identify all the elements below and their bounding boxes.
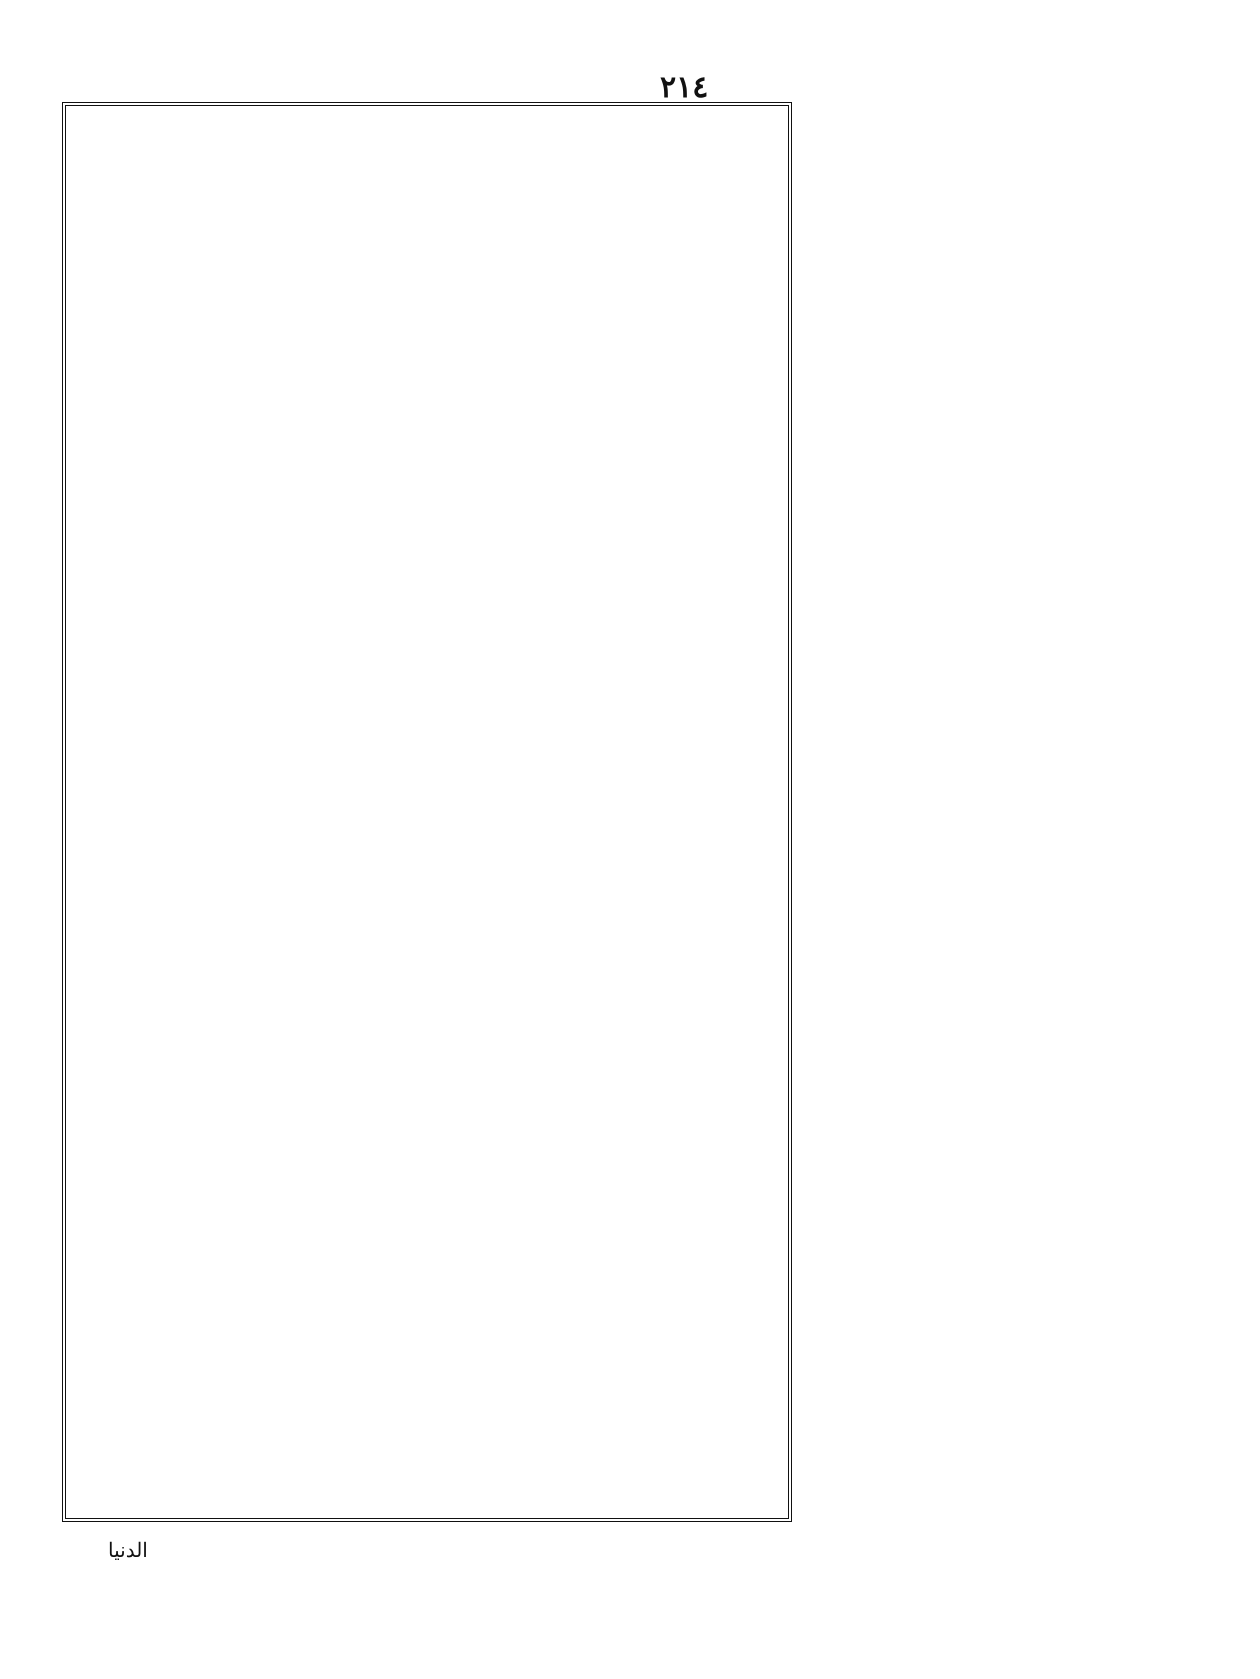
main-text-frame <box>62 102 792 1522</box>
marginal-gloss <box>728 154 1251 1085</box>
catchword: الدنيا <box>108 1538 148 1562</box>
page-number: ٢١٤ <box>660 70 709 105</box>
main-text-body <box>78 118 776 1506</box>
